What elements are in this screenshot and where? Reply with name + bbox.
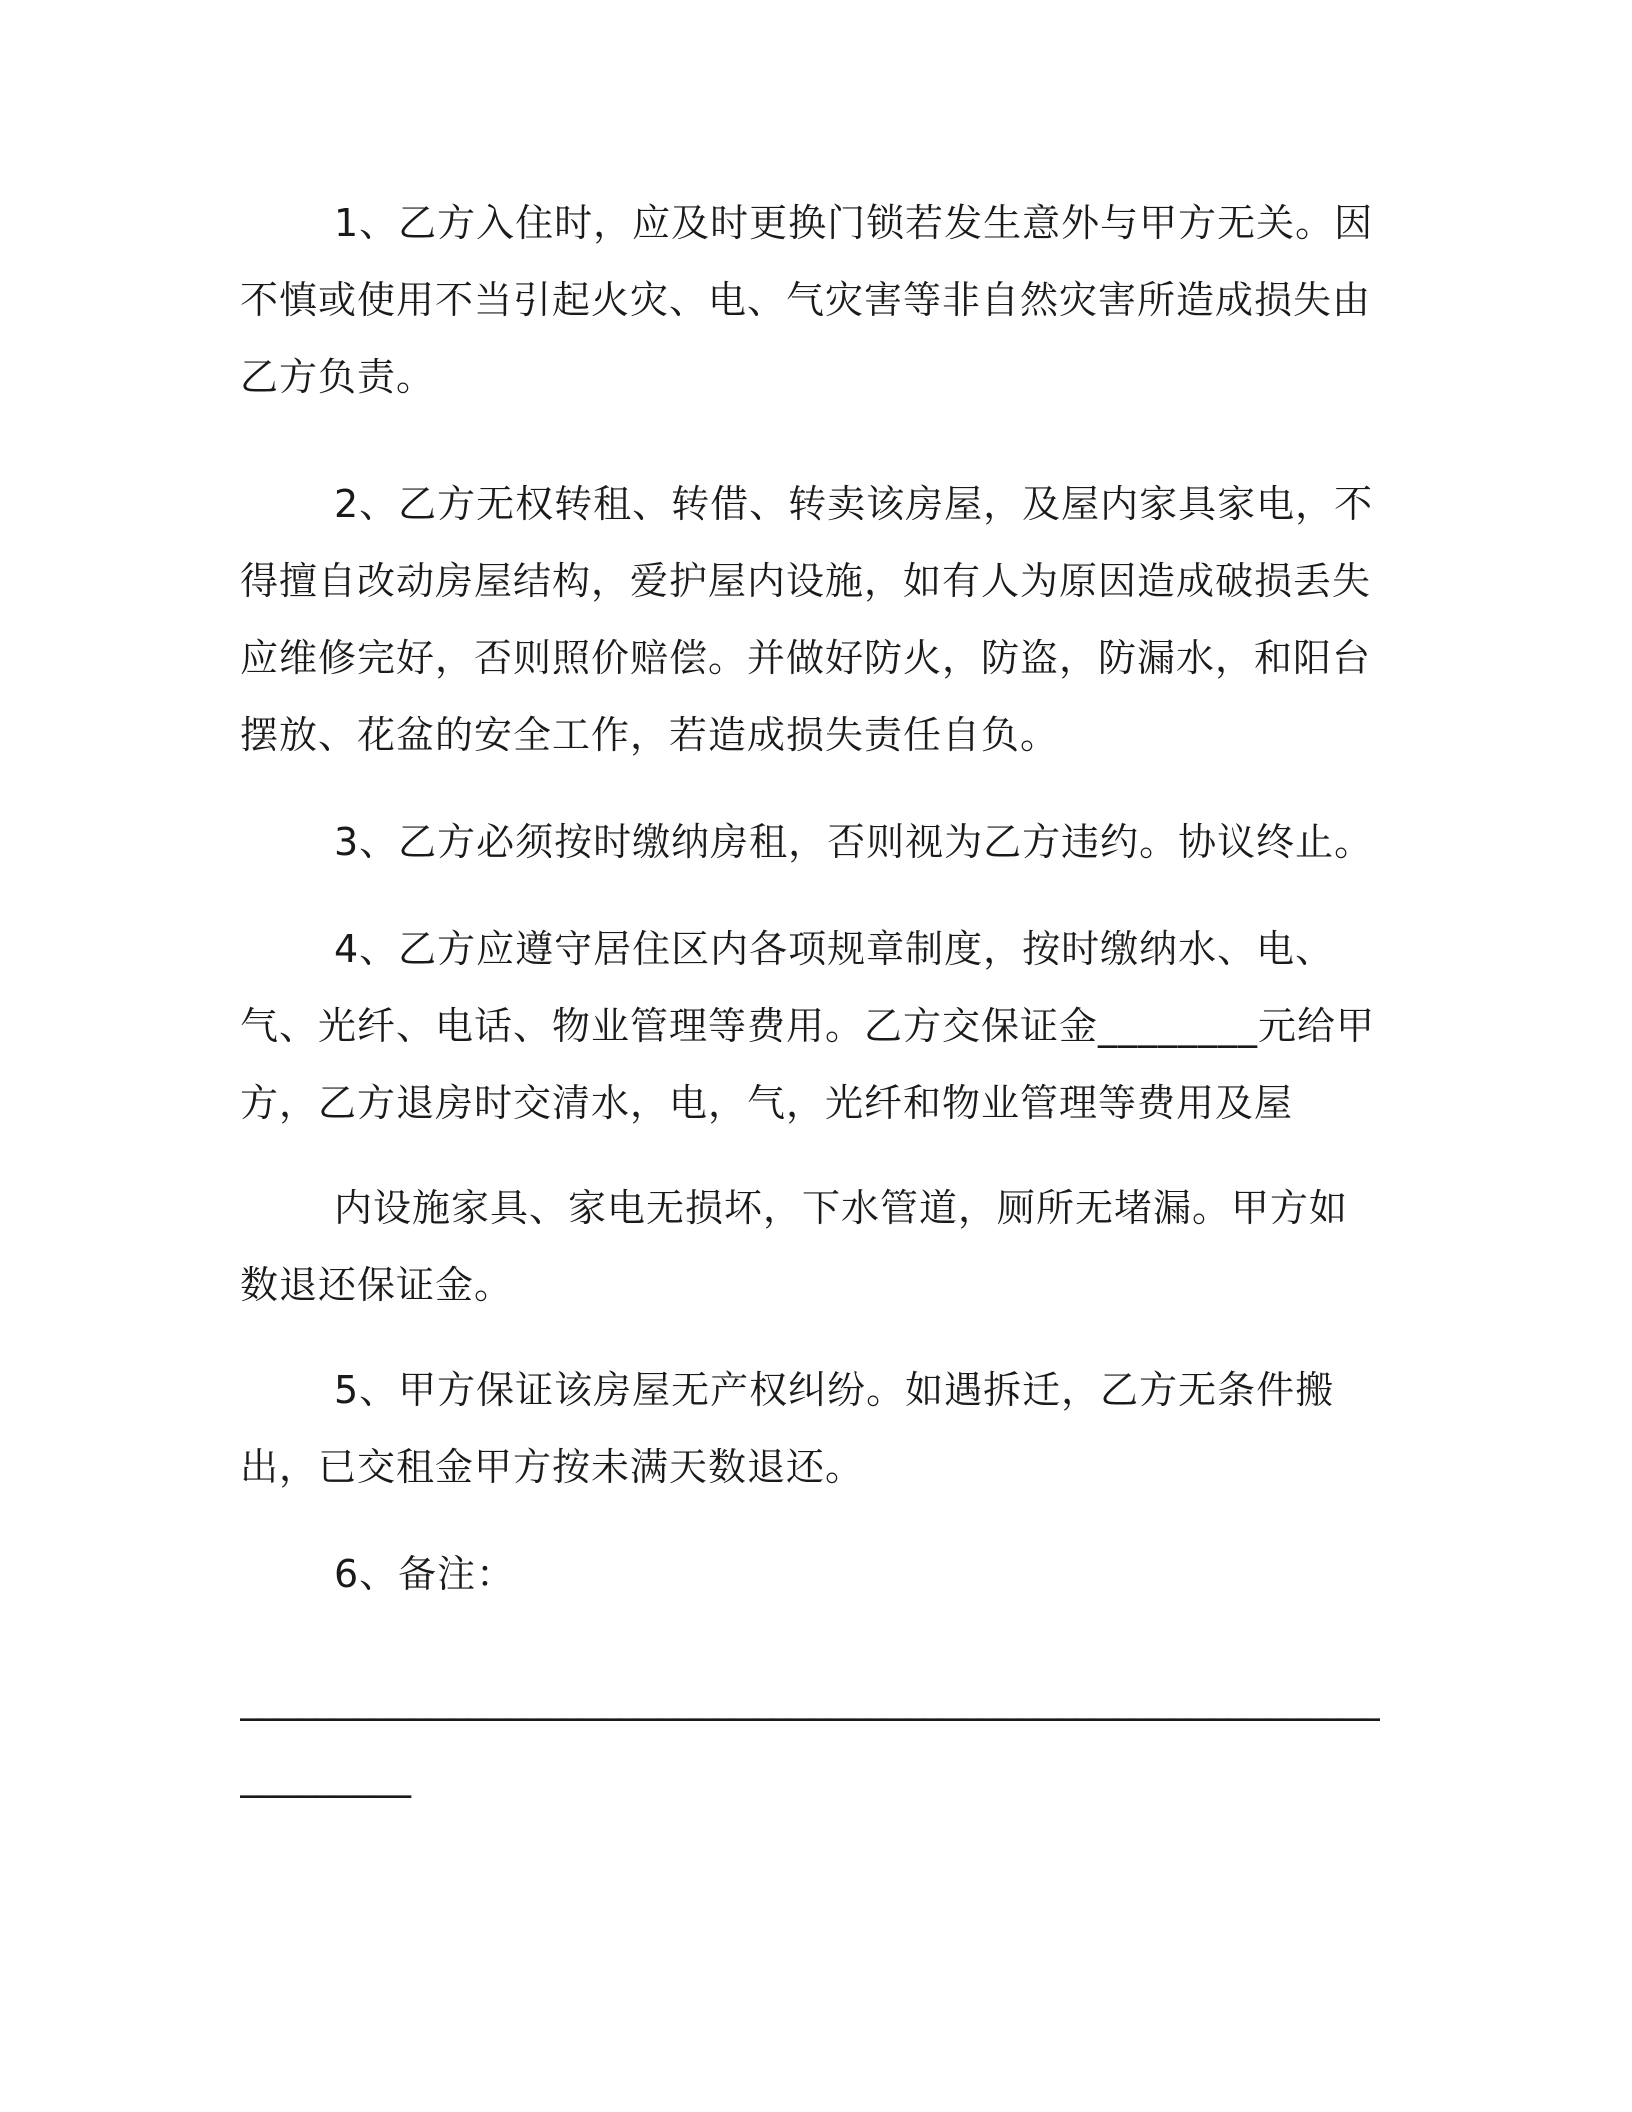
document-page bbox=[240, 185, 1380, 1815]
clause-5: 5、甲方保证该房屋无产权纠纷。如遇拆迁，乙方无条件搬出，已交租金甲方按未满天数退还。 bbox=[240, 1368, 1335, 1489]
clause-1: 1、乙方入住时，应及时更换门锁若发生意外与甲方无关。因不慎或使用不当引起火灾、电、气灾害等非自然灾害所造成损失由乙方负责。 bbox=[240, 201, 1374, 399]
remark-blank-line-1: ____________________________________________________________ bbox=[240, 1677, 1380, 1721]
remark-blank-line-2: _________ bbox=[240, 1754, 411, 1798]
clause-3: 3、乙方必须按时缴纳房租，否则视为乙方违约。协议终止。 bbox=[334, 820, 1374, 864]
clause-6-remarks: 6、备注： bbox=[334, 1552, 516, 1596]
clause-4-continued: 内设施家具、家电无损坏，下水管道，厕所无堵漏。甲方如数退还保证金。 bbox=[240, 1186, 1349, 1307]
clause-2: 2、乙方无权转租、转借、转卖该房屋，及屋内家具家电，不得擅自改动房屋结构，爱护屋内设施，如有人为原因造成破损丢失应维修完好，否则照价赔偿。并做好防火，防盗，防漏水，和阳台摆放、花盆的安全工作，若造成损失责任自负。 bbox=[240, 482, 1374, 757]
clause-4: 4、乙方应遵守居住区内各项规章制度，按时缴纳水、电、气、光纤、电话、物业管理等费用。乙方交保证金________元给甲方，乙方退房时交清水，电，气，光纤和物业管理等费用及屋 bbox=[240, 927, 1376, 1125]
